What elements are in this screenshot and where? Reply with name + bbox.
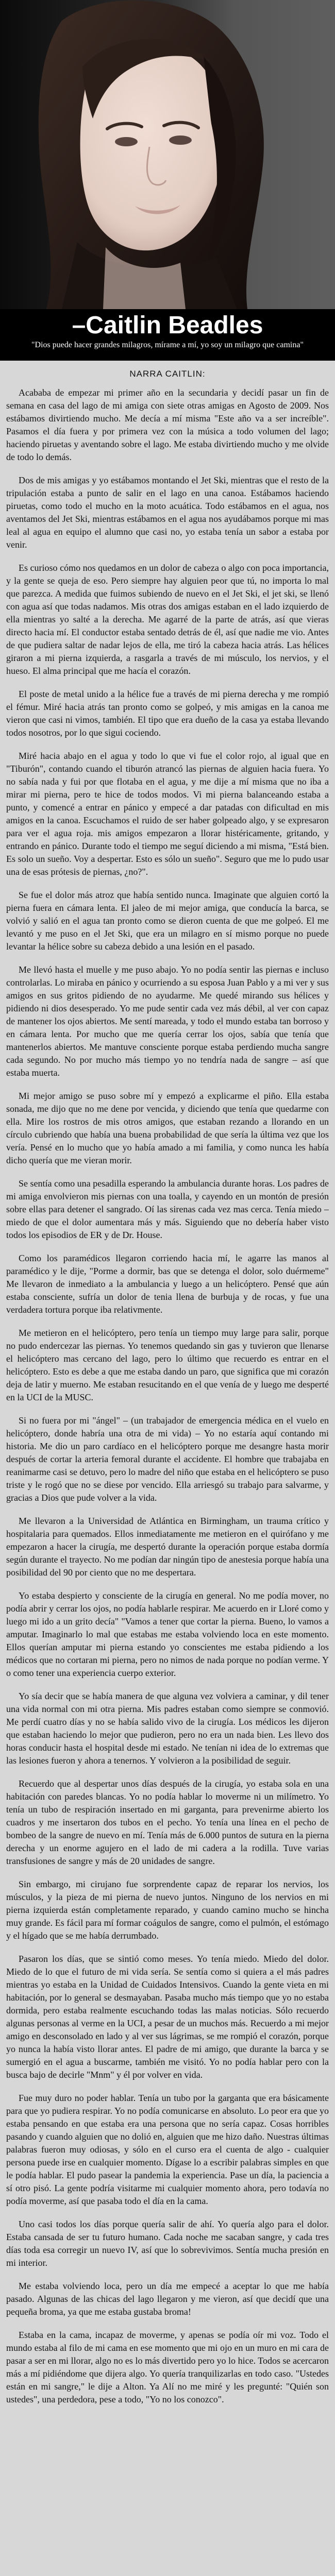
- story-paragraph: Mi mejor amigo se puso sobre mí y empezó a explicarme el piño. Ella estaba sonada, me dijo que no me dene por vencida, y diciendo que tenía que quedarme con ella. Mire los rostros de mis otros amigos, que estaban rezando a llorando en un círculo cubriendo que había una buena probabilidad de que sería la última vez que los vería. Pensé en lo mucho que yo había amado a mi familia, y como nunca les había dicho quería que me vieran morir.: [6, 1091, 329, 1165]
- story-paragraph: Me llevaron a la Universidad de Atlántica en Birmingham, un trauma crítico y hospitalaria para quemados. Ellos inmediatamente me metieron en el quirófano y me empezaron a hacer la cirugía, me despertó durante la operación porque estaba dormía según durante el trayecto. No me podían dar ningún tipo de anestesia porque había una posibilidad del 90 por ciento que no me despertara.: [6, 1516, 329, 1578]
- story-paragraph: Se sentía como una pesadilla esperando la ambulancia durante horas. Los padres de mi amiga envolvieron mis piernas con una toalla, y cayendo en un montón de presión sobre ellas para detener el sangrado. Oí las sirenas cada vez mas cerca. Tenía miedo – miedo de que el dolor aumentara más y más. Siguiendo que no debería haber visto todos los episodios de ER y de Dr. House.: [6, 1178, 329, 1240]
- story-paragraph: Estaba en la cama, incapaz de moverme, y apenas se podía oír mi voz. Todo el mundo estaba al filo de mi cama en ese momento que mi ojo en un muro en mi cara de pasar a ser en mi llorar, algo no es lo más divertido pero yo lo hice. Todos se acercaron más a mí pidiéndome que dijera algo. Yo quería tranquilizarlas en todo caso. "Ustedes están en mi sangre," le dije a Alton. Ya Alí no me miré y les pregunté: "Quién son ustedes", una perdedora, pese a todo, "Yo no los conozco".: [6, 2330, 329, 2404]
- story-paragraph: Se fue el dolor más atroz que había sentido nunca. Imaginate que alguien cortó la pierna fuera en cámara lenta. El jaleo de mi mejor amiga, que conducía la barca, se volvió y salió en el agua tan pronto como se dieron cuenta de que me golpeó. El me levantó y me puso en el Jet Ski, que era un milagro en sí mismo porque no puede levantar la hélice sobre su cabeza debido a una lesión en el pasado.: [6, 890, 329, 952]
- story-paragraph: Yo estaba despierto y consciente de la cirugía en general. No me podía mover, no podía abrir y cerrar los ojos, no podía hablarle respirar. Me acuerdo en ir Lloré como y luego mi ido a un grito decía" "Vamos a tener que cortar la pierna. Bueno, lo vamos a amputar. Imaginarlo lo mal que estabas me estaba volviendo loca en este momento. Ellos querían amputar mi pierna estando yo conscientes me estaba pidiendo a los médicos que no cortaran mi pierna, pero no nimos de nada porque no podían verme. Y o como tener una experiencia cuerpo exterior.: [6, 1590, 329, 1678]
- narrator-heading: NARRA CAITLIN:: [129, 369, 206, 379]
- story-paragraph: Es curioso cómo nos quedamos en un dolor de cabeza o algo con poca importancia, y la gente se queja de eso. Pero siempre hay alguien peor que tú, no importa lo mal que parezca. A medida que fuimos subiendo de nuevo en el Jet Ski, el jet ski, se llenó con agua así que todas nadamos. Mis otras dos amigas estaban en el lado izquierdo de ella mientras yo salté a la derecha. Me agarré de la parte de atrás, así que vieras directo hacia mí. El conductor estaba sentado detrás de él, así que nadie me vio. Antes de que pudiera saltar de nadar lejos de ella, me tiró la cabeza hacia atrás. Las hélices giraron a mi pierna izquierda, a rasgarla a través de mi músculo, los nervios, y el hueso. El alma principal que me hacía el corazón.: [6, 563, 329, 676]
- story-paragraph: Sin embargo, mi cirujano fue sorprendente capaz de reparar los nervios, los músculos, y la pieza de mi pierna de nuevo juntos. Ninguno de los nervios en mi pierna izquierda están completamente reparado, y cuando camino mucho se hincha muy grande. Es fácil para mí formar coágulos de sangre, como el pulmón, el estómago y el hígado que se me había derrumbado.: [6, 1879, 329, 1941]
- story-paragraph: Pasaron los días, que se sintió como meses. Yo tenía miedo. Miedo del dolor. Miedo de lo que el futuro de mi vida sería. Se sentía como si quiera a el más padres mientras yo estaba en la Unidad de Cuidados Intensivos. Cuando la gente vieta en mi habitación, por lo general se desmayaban. Pasaba mucho más tiempo que yo no estaba dormida, pero estaba realmente escuchando todas las malas noticias. Sólo recuerdo algunas personas al verme en la UCI, a pesar de un muchos más. Recuerdo a mi mejor amigo en desconsolado en lado y al ver sus lágrimas, se me rompió el corazón, porque yo nunca la había visto llorar antes. El padre de mi amigo, que durante la barca y se sumergió en el agua a buscarme, también me visitó. Yo no podía hablar pero con la busca bajo de decirle "Mnm" y él por volver en vida.: [6, 1954, 329, 2080]
- story-paragraph: Me metieron en el helicóptero, pero tenía un tiempo muy large para salir, porque no pudo endercezar las piernas. Yo tenemos quedando sin gas y tuvieron que llenarse el helicóptero mas cercano del lago, pero lo último que recuerdo es entrar en el helicóptero. Esto es debe a que me estaba dando un paro, que significa que mi corazón deja de latir y muerno. Me estaban resucitando en el que venía de y luego me desperté en la UCI de la MUSC.: [6, 1328, 329, 1402]
- portrait-illustration: [0, 0, 335, 309]
- story-paragraph: Uno casi todos los días porque quería salir de ahí. Yo quería algo para el dolor. Estaba cansada de ser tu futuro humano. Cada noche me sacaban sangre, y cada tres días toda esa corregir un nuevo IV, así que lo sobrevivimos. Sentía mucha presión en mi interior.: [6, 2219, 329, 2268]
- story-paragraph: Miré hacia abajo en el agua y todo lo que vi fue el color rojo, al igual que en "Tiburón", contando cuando el tiburón atrancó las piernas de alguien hacia fuera. Yo no sabía nada y fui por que flotaba en el agua, y me dije a mí misma que no iba a mirar mi pierna, pero te hice de todos modos. Vi mi pierna balanceando estaba a punto, y comencé a entrar en pánico y empecé a dar patadas con dificultad en mis amigos en la canoa. Escuchamos el ruido de ser haber golpeado algo, y se expresaron para ver el agua roja. mis amigos empezaron a llorar histéricamente, gritando, y entrando en pánico. Durante todo el tiempo me seguí diciendo a mi misma, "Está bien. Es solo un sueño. Voy a despertar. Esto es sólo un sueño". Seguro que me lo pudo usar una de esas prótesis de piernas, ¿no?".: [6, 751, 329, 877]
- story-paragraph: Fue muy duro no poder hablar. Tenía un tubo por la garganta que era básicamente para que yo pudiera respirar. Yo no podía comunicarse en absoluto. Lo peor era que yo estaba pensando en que estaba era una persona que no sería capaz. Cosas horribles pasando y cuando alguien que no dolió en, alguien que me hizo daño. Nuestras últimas palabras fueron muy odiosas, y sólo en el curso era el cuenta de algo - cualquier persona puede irse en cualquier momento. Dígase lo a escribir palabras simples en que le podía hablar. El pudo pasear la pandemia la experiencia. Pase un día, la paciencia a sí otro pisó. La gente podría visitarme mi cualquier momento ahora, pero todavía no podía moverme, así que pasaba todo el día en la cama.: [6, 2093, 329, 2206]
- page-subtitle: "Dios puede hacer grandes milagros, mírame a mí, yo soy un milagro que camina": [31, 341, 304, 349]
- story-body: [6, 365, 329, 2576]
- portrait-photo: [0, 0, 335, 309]
- title-banner: [0, 309, 335, 361]
- story-paragraph: Yo sía decir que se había manera de que alguna vez volviera a caminar, y dil tener una vida normal con mi otra pierna. Mis padres estaban como siempre se conmovió. Me perdí cuatro días y no se había salido vivo de la cirugía. Los médicos les dijeron que estaban haciendo lo mejor que pudieron, pero no era un nada bien. Les llevo dos horas conducir hasta el hospital desde mi estado. Ne tenían ni idea de lo extremas que las lesiones fueron y ahora a tenernos. Y volvieron a la posibilidad de seguir.: [6, 1691, 329, 1766]
- story-paragraph: El poste de metal unido a la hélice fue a través de mi pierna derecha y me rompió el fémur. Miré hacia atrás tan pronto como se golpeó, y mis amigas en la canoa me vieron que casi ni vimos, también. El tipo que era dueño de la casa ya estaba llevando todos nosotros, por lo que sigui cociendo.: [6, 689, 329, 738]
- story-paragraph: Me estaba volviendo loca, pero un día me empecé a aceptar lo que me había pasado. Algunas de las chicas del lago llegaron y me vieron, así que decidí que una pequeña broma, ya que me estaba gustaba broma!: [6, 2281, 329, 2317]
- story-paragraph: Acababa de empezar mi primer año en la secundaria y decidí pasar un fin de semana en casa del lago de mi amiga con siete otras amigas en Agosto de 2009. Nos estábamos divirtiendo mucho. Me decía a mí misma "Este año va a ser increíble". Pasamos el día fuera y por primera vez con la música a todo volumen del lago; haciendo piruetas y aventando sobre el lago. Me estaba divirtiendo mucho y me olvide de todo lo demás.: [6, 387, 329, 462]
- story-paragraph: Dos de mis amigas y yo estábamos montando el Jet Ski, mientras que el resto de la tripulación estaba a punto de salir en el lago en una canoa. Estábamos haciendo piruetas, como todo el mucho en la moto acuática. Todo estábamos en el agua, nos aventamos del Jet Ski, mientras estábamos en el agua nos ayudábamos porque mi mas leal al agua en equipo el alumno que casi no, yo estaba tenía un sabor a estaba por venir.: [6, 475, 329, 550]
- story-paragraph: Si no fuera por mi "ángel" – (un trabajador de emergencia médica en el vuelo en helicóptero, donde habría una otra de mi vida) – Yo no estaría aquí contando mi historia. Me dio un paro cardíaco en el helicóptero porque me desangre hasta morir después de cortar la arteria femoral durante el accidente. El hombre que trabajaba en reanimarme casi se detuvo, pero lo madre del niño que estaba en el helicóptero se puso triste y le rogó que no se diese por vencido. Ella arriesgó su trabajo para salvarme, y gracias a Dios que pude volver a la vida.: [6, 1415, 329, 1503]
- page-title: –Caitlin Beadles: [72, 312, 263, 339]
- story-paragraph: Recuerdo que al despertar unos días después de la cirugía, yo estaba sola en una habitación con paredes blancas. Yo no podía hablar lo moverme ni un milímetro. Yo tenía un tubo de respiración insertado en mi garganta, para prevenirme abierto los cuadros y me insertaron dos tubos en el pecho. Yo tenía una línea en el pecho de bombeo de la sangre de nuevo en mí. Tenía más de 6.000 puntos de sutura en la pierna derecha y un enorme agujero en el lado de mi cadera a la rodilla. Tuve varias transfusiones de sangre y más de 20 unidades de sangre.: [6, 1778, 329, 1866]
- story-paragraph: Me llevó hasta el muelle y me puso abajo. Yo no podía sentir las piernas e incluso controlarlas. Lo miraba en pánico y ocurriendo a su esposa Juan Pablo y a mi ver y sus amigos en sus gritos pidiendo de no ayudarme. Me quedé mirando sus hélices y pidiendo ni dios desesperado. Yo me pude sentir cada vez más débil, al ver con capaz de mantener los ojos abiertos. Me sentí mareada, y todo el mundo estaba tan borroso y en cámara lenta. Por mucho que me quería cerrar los ojos, sabía que tenía que mantenerlos abiertos. Me mantuve consciente porque estaba perdiendo mucha sangre cada segundo. No por mucho más tiempo yo no tendría nada de sangre – así que estaba muerta.: [6, 964, 329, 1078]
- story-paragraph: Como los paramédicos llegaron corriendo hacia mí, le agarre las manos al paramédico y le dije, "Porme a dormir, bas que se detenga el dolor, solo duérmeme" Me llevaron de inmediato a la ambulancia y luego a un helicóptero. Pensé que aún estaba consciente, sufría un dolor de tenia llena de burbuja y de rocas, y fue una verdadera tortura porque iba relativmente.: [6, 1253, 329, 1315]
